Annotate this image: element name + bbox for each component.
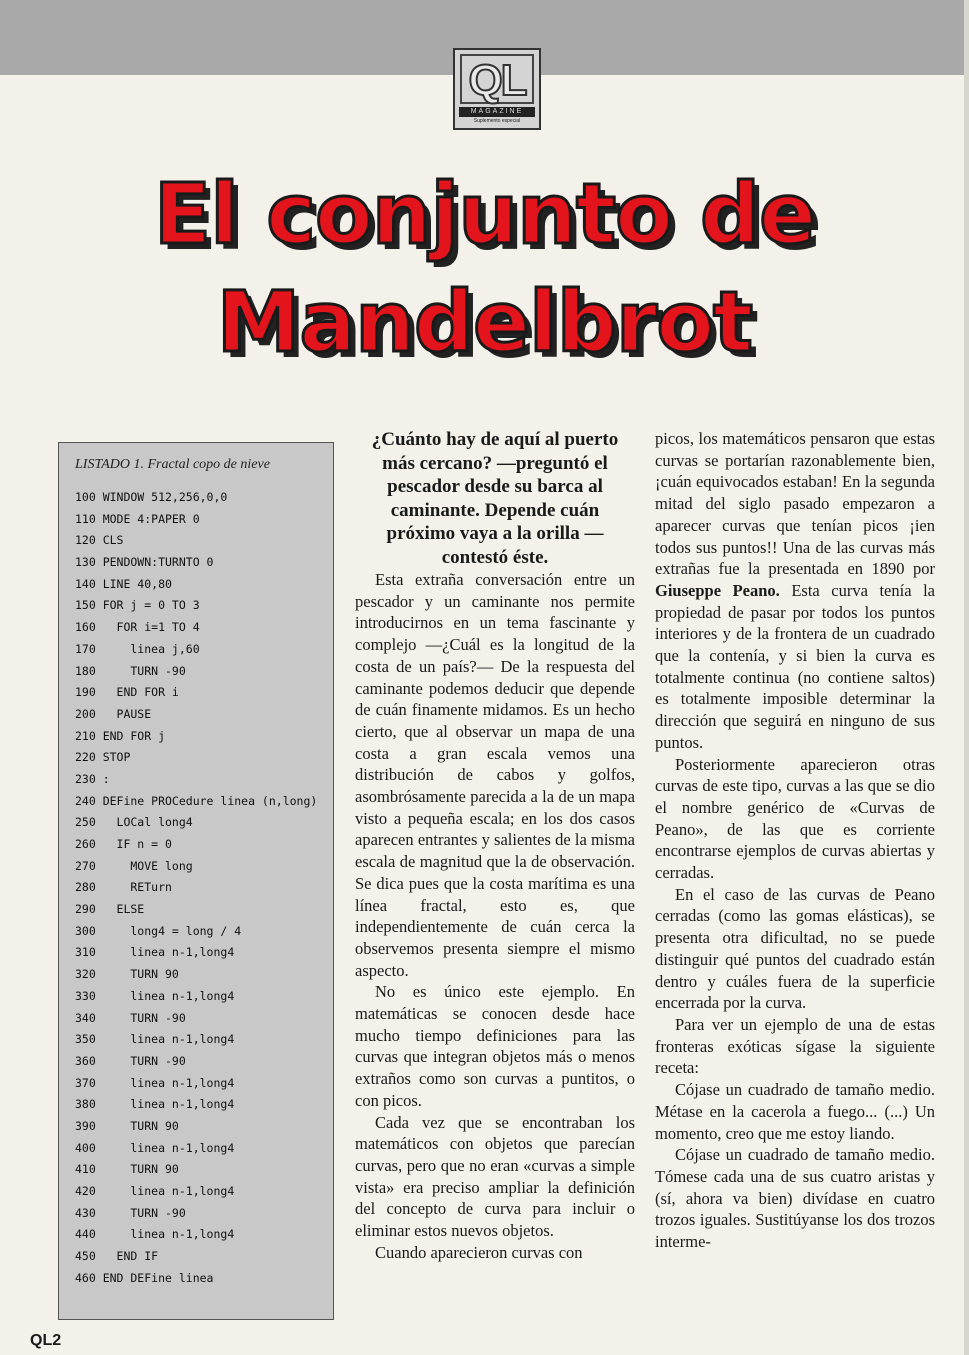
article-column-right (655, 428, 935, 1253)
code-line: 180 TURN -90 (75, 663, 186, 678)
code-line: 160 FOR i=1 TO 4 (75, 620, 200, 635)
person-name: Giuseppe Peano. (655, 580, 780, 600)
code-line: 190 END FOR i (75, 685, 179, 700)
article-paragraph: Posteriormente aparecieron otras curvas de este tipo, curvas a las que se dio el nombre genérico de «Curvas de Peano», de las que es corriente encontrarse ejemplos de curvas abiertas y cerradas. (655, 754, 935, 883)
code-line: 360 TURN -90 (75, 1053, 186, 1068)
page-folio: QL2 (30, 1332, 62, 1349)
code-line: 170 linea j,60 (75, 641, 200, 656)
code-line: 350 linea n-1,long4 (75, 1032, 235, 1047)
article-column-middle (355, 428, 635, 1264)
article-paragraph: Para ver un ejemplo de una de estas fronteras exóticas sígase la siguiente receta: (655, 1014, 935, 1078)
code-line: 460 END DEFine linea (75, 1270, 214, 1285)
code-line: 370 linea n-1,long4 (75, 1075, 235, 1090)
code-line: 390 TURN 90 (75, 1118, 179, 1133)
code-line: 150 FOR j = 0 TO 3 (75, 598, 200, 613)
code-line: 250 LOCal long4 (75, 815, 193, 830)
paragraph-text: Esta curva tenía la propiedad de pasar por todos los puntos interiores y de la frontera de un cuadrado que la contenía, y si bien la curva es totalmente continua (no contiene saltos) es totalmente imposible determinar la dirección que seguirá en ninguno de sus puntos. (655, 580, 935, 752)
article-lead: ¿Cuánto hay de aquí al puerto más cercano? —preguntó el pescador desde su barca al caminante. Depende cuán próximo vaya a la orilla —contestó éste. (371, 429, 619, 568)
code-line: 420 linea n-1,long4 (75, 1184, 235, 1198)
code-line: 130 PENDOWN:TURNTO 0 (75, 555, 214, 570)
logo-subtitle: MAGAZINE (459, 107, 535, 117)
article-paragraph: No es único este ejemplo. En matemáticas se conocen desde hace mucho tiempo definiciones para las curvas que integran objetos más o menos extraños como son curvas a puntitos, o con picos. (355, 982, 635, 1110)
article-paragraph: Cada vez que se encontraban los matemáticos con objetos que parecían curvas, pero que no eran «curvas a simple vista» era preciso ampliar la definición del concepto de curva para incluir o eliminar estos nuevos objetos. (355, 1112, 635, 1241)
code-line: 210 END FOR j (75, 728, 166, 743)
article-title-line-2: Mandelbrot (216, 273, 753, 371)
code-line: 440 linea n-1,long4 (75, 1227, 235, 1242)
code-line: 330 linea n-1,long4 (75, 988, 235, 1003)
article-paragraph (655, 428, 935, 754)
article-paragraph: Cójase un cuadrado de tamaño medio. Métase en la cacerola a fuego... (...) Un momento, creo que me estoy liando. (655, 1080, 935, 1143)
article-paragraph: Cuando aparecieron curvas con (375, 1242, 583, 1262)
code-line: 100 WINDOW 512,256,0,0 (75, 490, 228, 504)
code-line: 310 linea n-1,long4 (75, 945, 235, 960)
code-line: 110 MODE 4:PAPER 0 (75, 511, 200, 526)
code-line: 410 TURN 90 (75, 1162, 179, 1177)
code-line: 270 MOVE long (75, 858, 193, 873)
code-line: 240 DEFine PROCedure linea (n,long) (75, 793, 318, 808)
code-line: 280 RETurn (75, 880, 172, 895)
code-line: 290 ELSE (75, 902, 145, 917)
ql-magazine-logo (453, 48, 541, 130)
code-listing-box (58, 442, 334, 1320)
code-line: 140 LINE 40,80 (75, 576, 172, 591)
article-paragraph: Cójase un cuadrado de tamaño medio. Tómese cada una de sus cuatro aristas y (sí, ahora va bien) divídase en cuatro trozos iguales. Sustitúyanse los dos trozos interme- (655, 1145, 935, 1252)
logo-note: Suplemento especial (473, 118, 521, 124)
code-line: 450 END IF (75, 1249, 159, 1264)
code-line: 300 long4 = long / 4 (75, 923, 242, 938)
code-line: 230 : (75, 771, 110, 786)
logo-mark: QL (460, 54, 534, 104)
article-paragraph: En el caso de las curvas de Peano cerradas (como las gomas elásticas), se presenta otra dificultad, no se puede distinguir qué puntos del cuadrado están dentro y cuáles fuera de la superficie encerrada por la curva. (655, 884, 935, 1013)
code-lines (75, 487, 317, 1289)
article-paragraph: Esta extraña conversación entre un pescador y un caminante nos permite introducirnos en un tema fascinante y complejo —¿Cuál es la longitud de la costa de un país?— De la respuesta del caminante podemos deducir que depende de cuán finamente midamos. Es un hecho cierto, que al observar un mapa de una costa a gran escala vemos una distribución de cabos y golfos, asombrósamente parecida a la de un mapa visto a pequeña escala; en los dos casos aparecen entrantes y salientes de la misma escala de magnitud que la de observación. Se dica pues que la costa marítima es una línea fractal, esto es, que independientemente de cuán cerca la observemos presenta siempre el mismo aspecto. (355, 570, 635, 980)
listing-caption: LISTADO 1. Fractal copo de nieve (75, 457, 270, 472)
code-line: 260 IF n = 0 (75, 837, 172, 851)
code-line: 340 TURN -90 (75, 1010, 186, 1025)
paragraph-text: picos, los matemáticos pensaron que estas curvas se portarían razonablemente bien, ¡cuán equivocados estaban! En la segunda mitad del siglo pasado empezaron a aparecer curvas que tenían picos ¡ien todos sus puntos!! Una de las curvas más extrañas fue la presentada en 1890 por (655, 429, 935, 579)
code-line: 200 PAUSE (75, 706, 152, 721)
code-line: 430 TURN -90 (75, 1205, 186, 1220)
code-line: 320 TURN 90 (75, 967, 179, 982)
code-line: 120 CLS (75, 533, 124, 548)
article-title-line-1: El conjunto de (153, 165, 816, 263)
code-line: 220 STOP (75, 750, 131, 765)
code-line: 400 linea n-1,long4 (75, 1140, 235, 1155)
code-line: 380 linea n-1,long4 (75, 1097, 235, 1112)
